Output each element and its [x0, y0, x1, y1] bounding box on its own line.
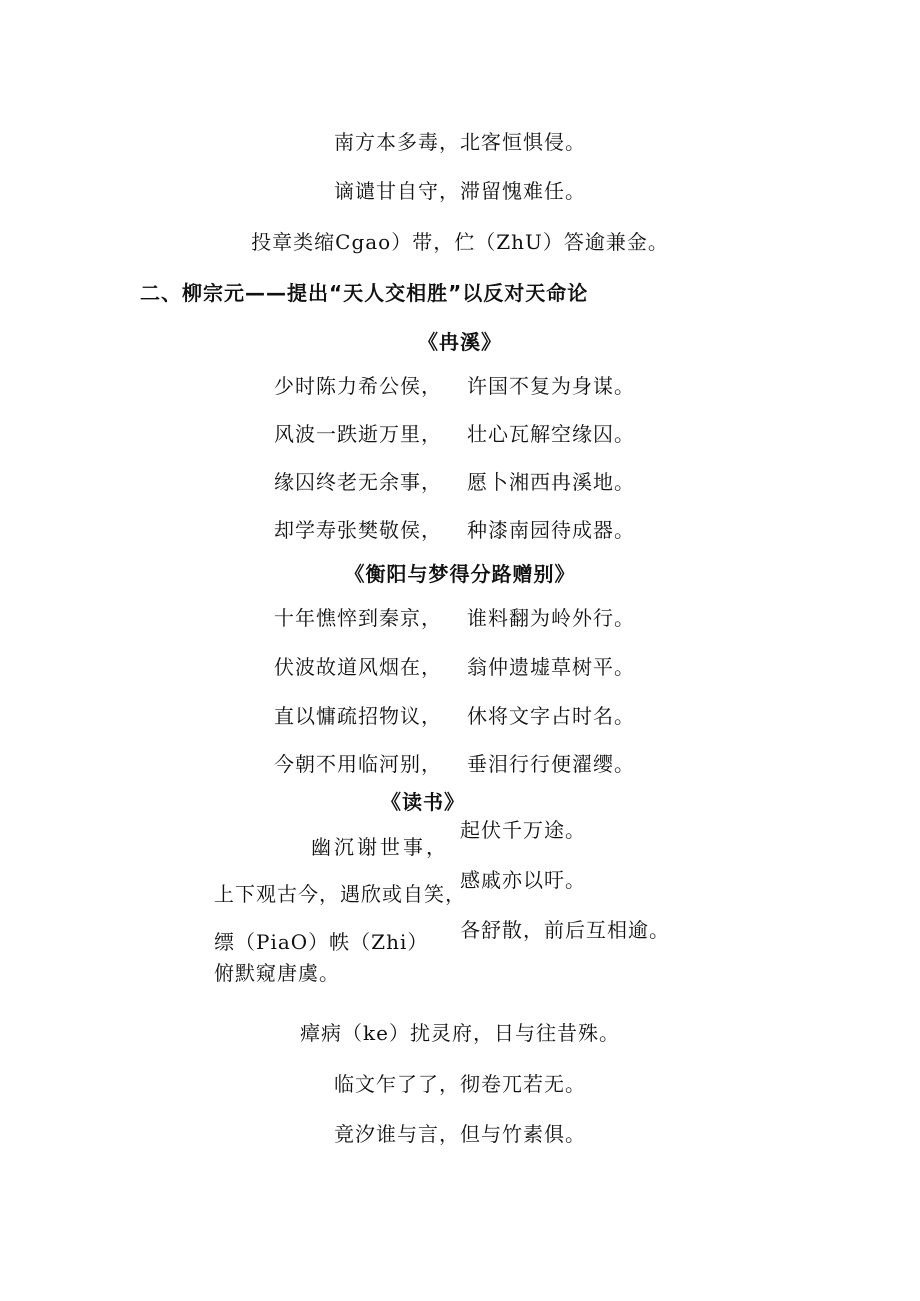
hengyang-line-2b: 翁仲遗墟草树平。 [467, 655, 635, 679]
ranxi-line-1a: 少时陈力希公侯， [274, 374, 442, 398]
dushu-right-3: 各舒散，前后互相逾。 [460, 918, 670, 942]
dushu-right-2: 感戚亦以吁。 [460, 868, 586, 892]
hengyang-line-4b: 垂泪行行便濯缨。 [467, 752, 635, 776]
hengyang-line-1a: 十年憔悴到秦京， [274, 606, 442, 630]
dushu-closing-3: 竟汐谁与言，但与竹素俱。 [334, 1122, 586, 1146]
ranxi-line-3b: 愿卜湘西冉溪地。 [467, 470, 635, 494]
dushu-right-1: 起伏千万途。 [460, 818, 586, 842]
hengyang-line-3b: 休将文字占时名。 [467, 704, 635, 728]
ranxi-line-1b: 许国不复为身谋。 [467, 374, 635, 398]
dushu-left-2: 上下观古今，遇欣或自笑， [214, 882, 466, 906]
dushu-left-4: 俯默窥唐虞。 [214, 961, 340, 985]
dushu-closing-2: 临文乍了了，彻卷兀若无。 [334, 1072, 586, 1096]
dushu-closing-1: 瘴病（ke）扰灵府，日与往昔殊。 [300, 1021, 620, 1045]
section-heading: 二、柳宗元——提出“天人交相胜”以反对天命论 [140, 281, 589, 305]
ranxi-line-4a: 却学寿张樊敬侯， [274, 518, 442, 542]
poem-title-dushu: 《读书》 [381, 790, 465, 814]
ranxi-line-2b: 壮心瓦解空缘囚。 [467, 422, 635, 446]
top-poem-line-2: 谪谴甘自守，滞留愧难任。 [334, 179, 586, 203]
hengyang-line-1b: 谁料翻为岭外行。 [467, 606, 635, 630]
hengyang-line-2a: 伏波故道风烟在， [274, 655, 442, 679]
dushu-left-3: 缥（PiaO）帙（Zhi） [214, 930, 429, 954]
poem-title-hengyang: 《衡阳与梦得分路赠别》 [344, 562, 576, 586]
ranxi-line-4b: 种漆南园待成器。 [467, 518, 635, 542]
top-poem-line-1: 南方本多毒，北客恒惧侵。 [334, 130, 586, 154]
dushu-left-1: 幽沉谢世事， [311, 835, 449, 859]
hengyang-line-3a: 直以慵疏招物议， [274, 704, 442, 728]
ranxi-line-3a: 缘囚终老无余事， [274, 470, 442, 494]
hengyang-line-4a: 今朝不用临河别， [274, 752, 442, 776]
poem-title-ranxi: 《冉溪》 [418, 330, 502, 354]
ranxi-line-2a: 风波一跌逝万里， [274, 422, 442, 446]
top-poem-line-3: 投章类缩Cgao）带，伫（ZhU）答逾兼金。 [251, 230, 669, 254]
